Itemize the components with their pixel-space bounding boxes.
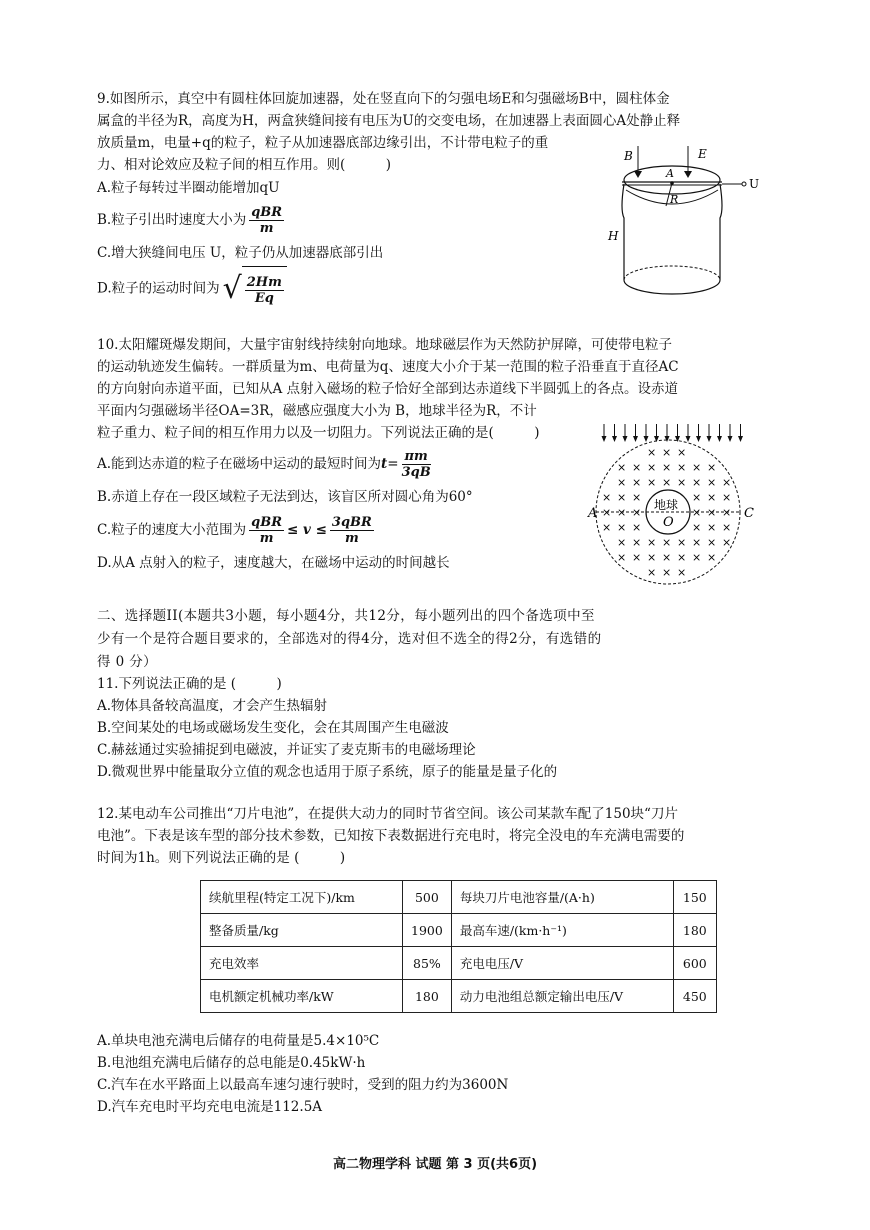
field-cross-mark: × bbox=[662, 566, 672, 579]
field-cross-mark: × bbox=[617, 461, 627, 474]
field-cross-mark: × bbox=[722, 521, 732, 534]
q9-d-denominator: Eq bbox=[254, 291, 274, 306]
field-cross-mark: × bbox=[722, 506, 732, 519]
q9-sqrt bbox=[223, 266, 287, 312]
incoming-rays bbox=[602, 424, 744, 442]
e-arrowhead-icon bbox=[684, 171, 692, 178]
field-cross-mark: × bbox=[632, 491, 642, 504]
q10-c-fraction-2 bbox=[330, 515, 374, 546]
label-r: R bbox=[670, 193, 679, 206]
q10-magnetosphere-figure bbox=[590, 420, 760, 588]
field-cross-mark: × bbox=[707, 536, 717, 549]
ray-arrowhead-icon bbox=[612, 436, 617, 442]
q9-option-b-text: B.粒子引出时速度大小为 bbox=[97, 212, 247, 228]
q9-option-b-fraction bbox=[249, 205, 284, 236]
q10-line-5: 粒子重力、粒子间的相互作用力以及一切阻力。下列说法正确的是( ) bbox=[97, 425, 540, 441]
spec-table bbox=[200, 880, 717, 1013]
table-cell: 500 bbox=[403, 881, 452, 914]
field-cross-mark: × bbox=[617, 521, 627, 534]
q10-c-den2: m bbox=[344, 531, 359, 546]
field-cross-mark: × bbox=[677, 461, 687, 474]
ray-arrowhead-icon bbox=[707, 436, 712, 442]
table-cell: 600 bbox=[673, 947, 716, 980]
field-cross-mark: × bbox=[662, 536, 672, 549]
q10-a-t: t bbox=[381, 456, 388, 472]
table-row bbox=[201, 947, 717, 980]
field-cross-mark: × bbox=[632, 506, 642, 519]
q10-c-mid: ≤ v ≤ bbox=[287, 522, 327, 538]
label-e: E bbox=[698, 147, 707, 161]
field-cross-mark: × bbox=[632, 536, 642, 549]
field-cross-mark: × bbox=[617, 491, 627, 504]
field-cross-mark: × bbox=[692, 461, 702, 474]
q12-line-1: 12.某电动车公司推出“刀片电池”，在提供大动力的同时节省空间。该公司某款车配了150块“刀片 bbox=[97, 806, 678, 822]
q9-option-c: C.增大狭缝间电压 U，粒子仍从加速器底部引出 bbox=[97, 245, 384, 261]
field-cross-mark: × bbox=[632, 476, 642, 489]
field-cross-mark: × bbox=[692, 551, 702, 564]
q9-b-numerator: qBR bbox=[251, 205, 283, 220]
field-cross-mark: × bbox=[647, 446, 657, 459]
q9-line-3: 放质量m，电量+q的粒子，粒子从加速器底部边缘引出，不计带电粒子的重 bbox=[97, 135, 549, 151]
q9-cylinder-figure bbox=[600, 140, 770, 315]
section-2-header bbox=[97, 605, 777, 674]
field-cross-mark: × bbox=[662, 461, 672, 474]
q10-option-a-fraction bbox=[402, 449, 431, 480]
field-cross-mark: × bbox=[692, 521, 702, 534]
q11-option-d: D.微观世界中能量取分立值的观念也适用于原子系统，原子的能量是量子化的 bbox=[97, 764, 558, 780]
q12-option-b: B.电池组充满电后储存的总电能是0.45kW·h bbox=[97, 1055, 366, 1071]
ray-arrowhead-icon bbox=[738, 436, 743, 442]
ray-arrowhead-icon bbox=[665, 436, 670, 442]
table-cell: 180 bbox=[673, 914, 716, 947]
field-cross-mark: × bbox=[707, 461, 717, 474]
label-u: U bbox=[749, 177, 760, 191]
table-cell: 150 bbox=[673, 881, 716, 914]
q11-option-c: C.赫兹通过实验捕捉到电磁波，并证实了麦克斯韦的电磁场理论 bbox=[97, 742, 476, 758]
field-cross-mark: × bbox=[617, 476, 627, 489]
page-footer: 高二物理学科 试题 第 3 页(共6页) bbox=[332, 1157, 538, 1172]
table-row bbox=[201, 914, 717, 947]
bottom-ellipse-front bbox=[624, 280, 720, 294]
field-cross-mark: × bbox=[617, 506, 627, 519]
u-terminal bbox=[742, 182, 746, 186]
label-a: A bbox=[666, 167, 674, 180]
q10-c-num2: 3qBR bbox=[331, 515, 372, 530]
table-cell: 动力电池组总额定输出电压/V bbox=[451, 980, 673, 1013]
table-cell: 180 bbox=[403, 980, 452, 1013]
field-cross-mark: × bbox=[662, 446, 672, 459]
table-cell: 续航里程(特定工况下)/km bbox=[201, 881, 403, 914]
field-cross-mark: × bbox=[707, 476, 717, 489]
q9-line-1: 9.如图所示，真空中有圆柱体回旋加速器，处在竖直向下的匀强电场E和匀强磁场B中，圆柱体金 bbox=[97, 91, 670, 107]
q9-option-a: A.粒子每转过半圈动能增加qU bbox=[97, 180, 280, 196]
field-cross-mark: × bbox=[662, 476, 672, 489]
field-cross-mark: × bbox=[692, 491, 702, 504]
ray-arrowhead-icon bbox=[696, 436, 701, 442]
q10-c-fraction-1 bbox=[249, 515, 284, 546]
field-cross-mark: × bbox=[707, 521, 717, 534]
table-cell: 最高车速/(km·h⁻¹) bbox=[451, 914, 673, 947]
field-cross-mark: × bbox=[677, 446, 687, 459]
field-cross-mark: × bbox=[617, 551, 627, 564]
field-cross-mark: × bbox=[632, 461, 642, 474]
field-cross-mark: × bbox=[677, 551, 687, 564]
q12-line-3: 时间为1h。则下列说法正确的是 ( ) bbox=[97, 850, 346, 866]
q10-option-a-text: A.能到达赤道的粒子在磁场中运动的最短时间为 bbox=[97, 456, 382, 472]
field-cross-mark: × bbox=[617, 536, 627, 549]
q11-stem: 11.下列说法正确的是 ( ) bbox=[97, 676, 282, 692]
field-cross-mark: × bbox=[677, 536, 687, 549]
label-o: O bbox=[663, 515, 674, 530]
field-cross-mark: × bbox=[602, 491, 612, 504]
field-cross-mark: × bbox=[647, 461, 657, 474]
field-cross-mark: × bbox=[707, 551, 717, 564]
table-cell: 每块刀片电池容量/(A·h) bbox=[451, 881, 673, 914]
q12-option-a: A.单块电池充满电后储存的电荷量是5.4×10⁵C bbox=[97, 1033, 380, 1049]
field-cross-mark: × bbox=[632, 521, 642, 534]
q10-c-den1: m bbox=[259, 531, 274, 546]
q10-line-2: 的运动轨迹发生偏转。一群质量为m、电荷量为q、速度大小介于某一范围的粒子沿垂直于直径AC bbox=[97, 359, 679, 375]
bottom-ellipse-back bbox=[624, 266, 720, 280]
q10-option-b: B.赤道上存在一段区域粒子无法到达，该盲区所对圆心角为60° bbox=[97, 489, 473, 505]
label-a: A bbox=[588, 506, 598, 521]
label-b: B bbox=[624, 149, 633, 163]
table-cell: 充电效率 bbox=[201, 947, 403, 980]
field-cross-mark: × bbox=[602, 506, 612, 519]
field-cross-mark: × bbox=[707, 506, 717, 519]
q10-a-numerator: πm bbox=[402, 449, 431, 465]
table-cell: 充电电压/V bbox=[451, 947, 673, 980]
ray-arrowhead-icon bbox=[602, 436, 607, 442]
table-cell: 电机额定机械功率/kW bbox=[201, 980, 403, 1013]
q9-line-4: 力、相对论效应及粒子间的相互作用。则( ) bbox=[97, 157, 392, 173]
field-cross-mark: × bbox=[602, 521, 612, 534]
q9-d-numerator: 2Hm bbox=[246, 275, 282, 290]
label-c: C bbox=[744, 506, 754, 521]
q12-option-c: C.汽车在水平路面上以最高车速匀速行驶时，受到的阻力约为3600N bbox=[97, 1077, 509, 1093]
table-cell: 整备质量/kg bbox=[201, 914, 403, 947]
question-11 bbox=[97, 673, 777, 783]
q9-line-2: 属盒的半径为R，高度为H，两盒狭缝间接有电压为U的交变电场，在加速器上表面圆心A处静止释 bbox=[97, 113, 681, 129]
q9-option-d-text: D.粒子的运动时间为 bbox=[97, 280, 220, 297]
table-cell: 450 bbox=[673, 980, 716, 1013]
label-earth: 地球 bbox=[654, 498, 679, 512]
field-cross-mark: × bbox=[722, 476, 732, 489]
field-cross-mark: × bbox=[692, 536, 702, 549]
label-h: H bbox=[608, 229, 619, 243]
table-cell: 85% bbox=[403, 947, 452, 980]
q9-option-d-fraction bbox=[245, 275, 284, 306]
center-a-dot bbox=[670, 181, 674, 185]
section-2-line-3: 得 0 分） bbox=[97, 654, 158, 670]
ray-arrowhead-icon bbox=[728, 436, 733, 442]
q10-line-3: 的方向射向赤道平面，已知从A 点射入磁场的粒子恰好全部到达赤道线下半圆弧上的各点。设赤道 bbox=[97, 381, 679, 397]
q10-a-eq: = bbox=[387, 456, 399, 472]
field-cross-mark: × bbox=[647, 536, 657, 549]
q10-a-denominator: 3qB bbox=[401, 465, 431, 480]
field-cross-mark: × bbox=[677, 566, 687, 579]
field-cross-mark: × bbox=[722, 491, 732, 504]
table-cell: 1900 bbox=[403, 914, 452, 947]
field-cross-mark: × bbox=[647, 566, 657, 579]
field-cross-mark: × bbox=[692, 476, 702, 489]
q12-options bbox=[97, 1030, 777, 1118]
field-cross-mark: × bbox=[707, 491, 717, 504]
q9-b-denominator: m bbox=[259, 221, 274, 236]
section-2-line-1: 二、选择题II(本题共3小题，每小题4分，共12分，每小题列出的四个备选项中至 bbox=[97, 608, 595, 624]
q11-option-a: A.物体具备较高温度，才会产生热辐射 bbox=[97, 698, 328, 714]
sqrt-sign-icon: √ bbox=[222, 271, 242, 306]
ray-arrowhead-icon bbox=[633, 436, 638, 442]
field-cross-mark: × bbox=[692, 506, 702, 519]
table-row bbox=[201, 881, 717, 914]
field-cross-mark: × bbox=[647, 551, 657, 564]
q12-option-d: D.汽车充电时平均充电电流是112.5A bbox=[97, 1099, 323, 1115]
ray-arrowhead-icon bbox=[717, 436, 722, 442]
q10-option-d: D.从A 点射入的粒子，速度越大，在磁场中运动的时间越长 bbox=[97, 555, 450, 571]
ray-arrowhead-icon bbox=[686, 436, 691, 442]
q10-line-4: 平面内匀强磁场半径OA=3R，磁感应强度大小为 B，地球半径为R，不计 bbox=[97, 403, 537, 419]
q10-line-1: 10.太阳耀斑爆发期间，大量宇宙射线持续射向地球。地球磁层作为天然防护屏障，可使带电粒子 bbox=[97, 337, 672, 353]
field-cross-mark: × bbox=[662, 551, 672, 564]
ray-arrowhead-icon bbox=[644, 436, 649, 442]
q10-c-num1: qBR bbox=[251, 515, 283, 530]
q10-option-c-text: C.粒子的速度大小范围为 bbox=[97, 522, 247, 538]
q11-option-b: B.空间某处的电场或磁场发生变化，会在其周围产生电磁波 bbox=[97, 720, 449, 736]
field-cross-mark: × bbox=[677, 476, 687, 489]
field-cross-mark: × bbox=[722, 536, 732, 549]
section-2-line-2: 少有一个是符合题目要求的，全部选对的得4分，选对但不选全的得2分，有选错的 bbox=[97, 631, 602, 647]
field-cross-mark: × bbox=[647, 476, 657, 489]
field-cross-mark: × bbox=[632, 551, 642, 564]
q12-line-2: 电池”。下表是该车型的部分技术参数，已知按下表数据进行充电时，将完全没电的车充满电需要的 bbox=[97, 828, 685, 844]
ray-arrowhead-icon bbox=[623, 436, 628, 442]
question-12 bbox=[97, 803, 777, 869]
table-row bbox=[201, 980, 717, 1013]
b-arrowhead-icon bbox=[634, 171, 642, 178]
